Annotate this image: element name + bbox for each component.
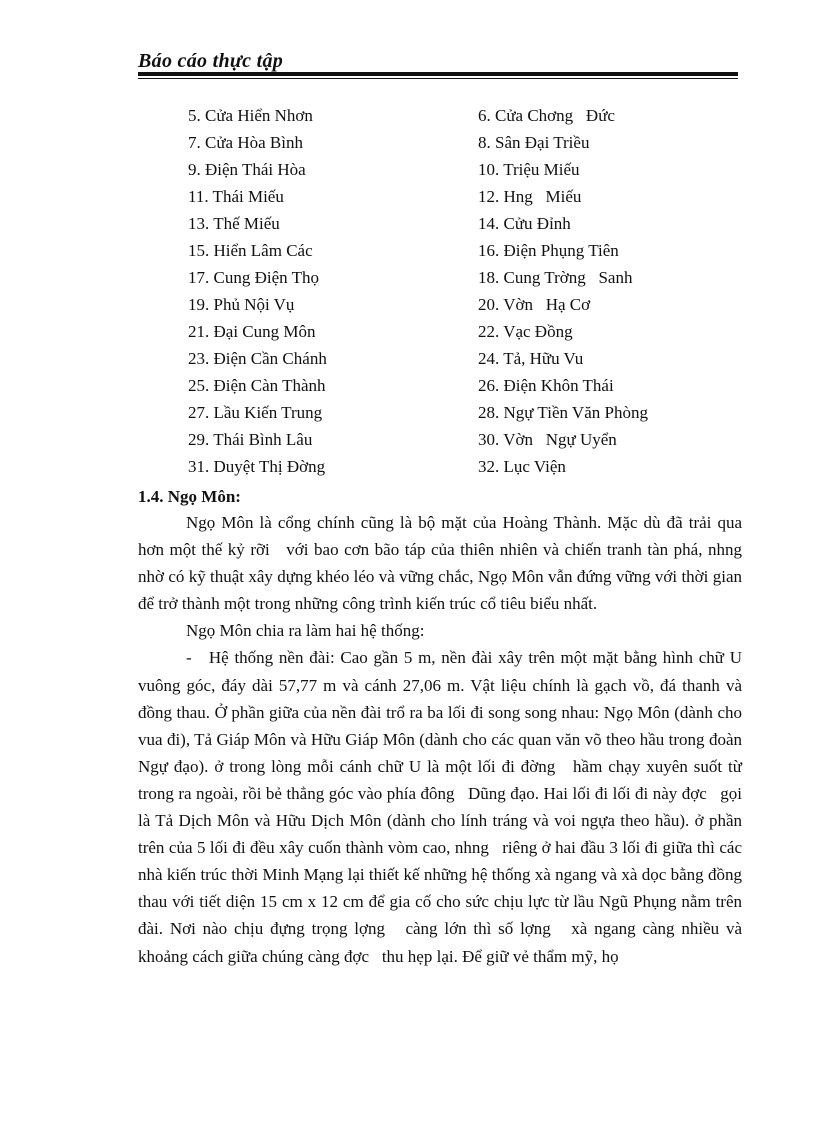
- section-body: [138, 509, 755, 970]
- list-item: 30. Vờn Ngự Uyển: [478, 430, 617, 449]
- list-row: [188, 345, 748, 372]
- list-item: 24. Tả, Hữu Vu: [478, 349, 584, 368]
- header-rule-thin: [138, 78, 738, 79]
- paragraph: Ngọ Môn chia ra làm hai hệ thống:: [186, 621, 425, 641]
- list-item: 7. Cửa Hòa Bình: [188, 133, 303, 152]
- list-row: [188, 102, 748, 129]
- list-item: 18. Cung Trờng Sanh: [478, 268, 633, 287]
- list-row: [188, 264, 748, 291]
- list-item: 19. Phủ Nội Vụ: [188, 295, 295, 314]
- list-row: [188, 237, 748, 264]
- list-item: 15. Hiển Lâm Các: [188, 241, 313, 260]
- list-item: 20. Vờn Hạ Cơ: [478, 295, 591, 314]
- list-item: 29. Thái Bình Lâu: [188, 430, 313, 449]
- list-row: [188, 210, 748, 237]
- paragraph: Ngọ Môn là cổng chính cũng là bộ mặt của Hoàng Thành. Mặc dù đã trải qua hơn một thế kỷ rỡi với bao cơn bão táp của thiên nhiên và chiến tranh tàn phá, nhng nhờ có kỹ thuật xây dựng khéo léo và vững chắc, Ngọ Môn vẫn đứng vững với thời gian để trở thành một trong những công trình kiến trúc cổ tiêu biểu nhất.: [138, 513, 755, 614]
- list-item: 21. Đại Cung Môn: [188, 322, 316, 341]
- list-item: 27. Lầu Kiến Trung: [188, 403, 323, 422]
- list-row: [188, 129, 748, 156]
- list-item: 5. Cửa Hiển Nhơn: [188, 106, 313, 125]
- list-item: 32. Lục Viện: [478, 457, 566, 476]
- list-item: 13. Thế Miếu: [188, 214, 280, 233]
- list-item: 11. Thái Miếu: [188, 187, 284, 206]
- list-row: [188, 318, 748, 345]
- section-heading: 1.4. Ngọ Môn:: [138, 487, 241, 506]
- list-row: [188, 426, 748, 453]
- list-item: 16. Điện Phụng Tiên: [478, 241, 619, 260]
- list-item: 8. Sân Đại Triều: [478, 133, 590, 152]
- list-item: 10. Triệu Miếu: [478, 160, 580, 179]
- list-row: [188, 453, 748, 480]
- page-header: [138, 48, 738, 82]
- list-item: 14. Cửu Đỉnh: [478, 214, 571, 233]
- list-item: 25. Điện Càn Thành: [188, 376, 326, 395]
- header-rule-thick: [138, 72, 738, 76]
- header-title: Báo cáo thực tập: [138, 50, 284, 72]
- list-item: 22. Vạc Đồng: [478, 322, 573, 341]
- list-row: [188, 183, 748, 210]
- list-item: 23. Điện Cần Chánh: [188, 349, 327, 368]
- list-item: 31. Duyệt Thị Đờng: [188, 457, 326, 476]
- list-item: 6. Cửa Chơng Đức: [478, 106, 615, 125]
- list-item: 28. Ngự Tiền Văn Phòng: [478, 403, 648, 422]
- list-row: [188, 372, 748, 399]
- list-item: 12. Hng Miếu: [478, 187, 582, 206]
- paragraph: - Hệ thống nền đài: Cao gần 5 m, nền đài xây trên một mặt bằng hình chữ U vuông góc, đáy dài 57,77 m và cánh 27,06 m. Vật liệu chính là gạch vồ, đá thanh và đồng thau. Ở phần giữa của nền đài trổ ra ba lối đi song song nhau: Ngọ Môn (dành cho vua đi), Tả Giáp Môn và Hữu Giáp Môn (dành cho các quan văn võ theo hầu trong đoàn Ngự đạo). ở trong lòng mỗi cánh chữ U là một lối đi đờng hầm chạy xuyên suốt từ trong ra ngoài, rồi bẻ thẳng góc vào phía đông Dũng đạo. Hai lối đi lối đi này đợc gọi là Tả Dịch Môn và Hữu Dịch Môn (dành cho lính tráng và voi ngựa theo hầu). ở phần trên của 5 lối đi đều xây cuốn thành vòm cao, nhng riêng ở hai đầu 3 lối đi giữa thì các nhà kiến trúc thời Minh Mạng lại thiết kế những hệ thống xà ngang và xà dọc bằng đồng thau với tiết diện 15 cm x 12 cm để gia cố cho sức chịu lực từ lầu Ngũ Phụng nằm trên đài. Nơi nào chịu đựng trọng lợng càng lớn thì số lợng xà ngang càng nhiều và khoảng cách giữa chúng càng đợc thu hẹp lại. Để giữ vẻ thẩm mỹ, họ: [138, 648, 747, 966]
- list-row: [188, 399, 748, 426]
- list-row: [188, 156, 748, 183]
- list-item: 17. Cung Điện Thọ: [188, 268, 319, 287]
- list-row: [188, 291, 748, 318]
- list-item: 9. Điện Thái Hòa: [188, 160, 306, 179]
- list-item: 26. Điện Khôn Thái: [478, 376, 614, 395]
- site-list: [188, 102, 748, 480]
